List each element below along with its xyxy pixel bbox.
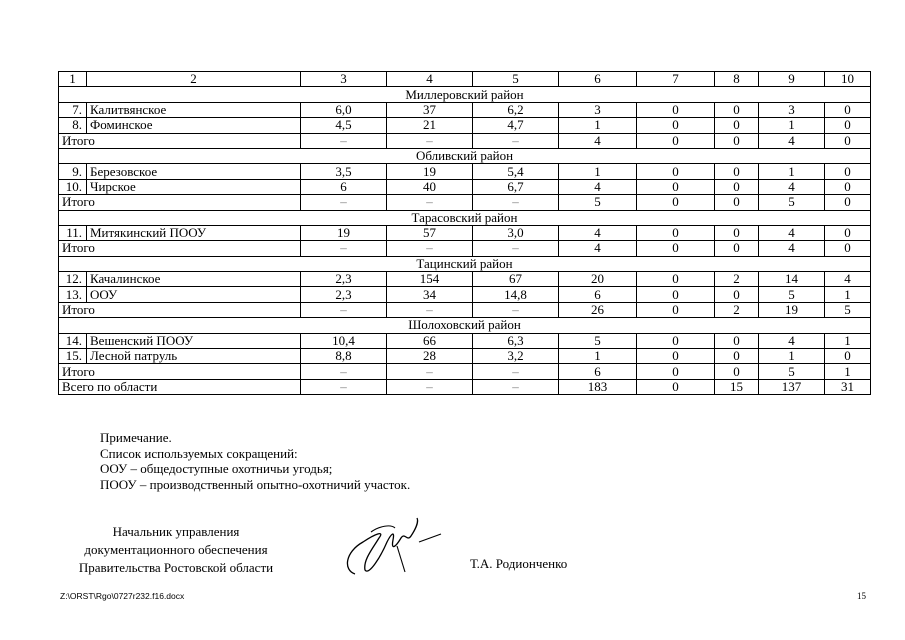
table-cell: 0 <box>637 118 715 133</box>
table-cell: 0 <box>637 379 715 394</box>
table-cell: 3 <box>559 102 637 117</box>
table-cell: 4,5 <box>301 118 387 133</box>
row-number: 13. <box>59 287 87 302</box>
table-cell: 0 <box>825 241 871 256</box>
table-cell: 6 <box>301 179 387 194</box>
table-row <box>59 349 871 364</box>
table-cell: – <box>387 364 473 379</box>
table-cell: 1 <box>559 349 637 364</box>
grand-total-label: Всего по области <box>59 379 301 394</box>
table-cell: 34 <box>387 287 473 302</box>
table-cell: 0 <box>825 225 871 240</box>
table-cell: – <box>473 241 559 256</box>
table-cell: 0 <box>715 225 759 240</box>
table-cell: 5 <box>559 333 637 348</box>
district-row <box>59 210 871 225</box>
table-cell: 31 <box>825 379 871 394</box>
table-cell: – <box>301 133 387 148</box>
total-label: Итого <box>59 364 301 379</box>
total-row <box>59 241 871 256</box>
table-cell: 4 <box>559 133 637 148</box>
table-cell: 4 <box>759 241 825 256</box>
table-cell: 3,2 <box>473 349 559 364</box>
row-name: Лесной патруль <box>87 349 301 364</box>
total-label: Итого <box>59 302 301 317</box>
table-cell: 1 <box>559 118 637 133</box>
table-cell: 4 <box>759 225 825 240</box>
header-cell: 8 <box>715 72 759 87</box>
notes <box>100 430 410 492</box>
table-cell: 4 <box>559 225 637 240</box>
table-row <box>59 164 871 179</box>
position-line: документационного обеспечения <box>84 542 268 557</box>
table-cell: 2,3 <box>301 287 387 302</box>
row-number: 9. <box>59 164 87 179</box>
table-cell: 4 <box>559 241 637 256</box>
table-row <box>59 287 871 302</box>
table-cell: 0 <box>637 349 715 364</box>
file-path: Z:\ORST\Rgo\0727r232.f16.docx <box>60 591 185 601</box>
table-cell: 2,3 <box>301 272 387 287</box>
row-name: Чирское <box>87 179 301 194</box>
position-line: Правительства Ростовской области <box>78 560 274 575</box>
table-cell: 3,0 <box>473 225 559 240</box>
table-cell: 0 <box>825 349 871 364</box>
table-cell: – <box>301 195 387 210</box>
table-cell: 0 <box>715 118 759 133</box>
table-cell: 4,7 <box>473 118 559 133</box>
table-cell: 0 <box>637 179 715 194</box>
table-cell: 0 <box>715 287 759 302</box>
table-cell: 5,4 <box>473 164 559 179</box>
header-cell: 5 <box>473 72 559 87</box>
header-cell: 6 <box>559 72 637 87</box>
row-name: Митякинский ПООУ <box>87 225 301 240</box>
table-cell: 0 <box>715 241 759 256</box>
row-name: Березовское <box>87 164 301 179</box>
row-name: Вешенский ПООУ <box>87 333 301 348</box>
district-name: Шолоховский район <box>59 318 871 333</box>
table-cell: 6,0 <box>301 102 387 117</box>
table-cell: 14,8 <box>473 287 559 302</box>
table-cell: 5 <box>759 287 825 302</box>
table-cell: 0 <box>637 241 715 256</box>
table-cell: 21 <box>387 118 473 133</box>
table-cell: 154 <box>387 272 473 287</box>
table-cell: 1 <box>559 164 637 179</box>
district-name: Миллеровский район <box>59 87 871 102</box>
table-cell: 2 <box>715 272 759 287</box>
district-name: Обливский район <box>59 148 871 163</box>
table-cell: 0 <box>825 118 871 133</box>
table-cell: 0 <box>715 179 759 194</box>
table-cell: 4 <box>759 179 825 194</box>
table-cell: – <box>387 195 473 210</box>
table-cell: 1 <box>825 364 871 379</box>
table-cell: 0 <box>715 349 759 364</box>
table-cell: 57 <box>387 225 473 240</box>
header-cell: 1 <box>59 72 87 87</box>
row-name: ООУ <box>87 287 301 302</box>
grand-total-row <box>59 379 871 394</box>
table-cell: 6 <box>559 287 637 302</box>
row-number: 14. <box>59 333 87 348</box>
district-row <box>59 318 871 333</box>
table-cell: 4 <box>759 333 825 348</box>
table-cell: 0 <box>715 364 759 379</box>
table-cell: 0 <box>715 133 759 148</box>
table-cell: 19 <box>301 225 387 240</box>
position-line: Начальник управления <box>112 524 240 539</box>
table-cell: 0 <box>637 287 715 302</box>
table-cell: 1 <box>825 287 871 302</box>
table-cell: 0 <box>637 272 715 287</box>
table-cell: 15 <box>715 379 759 394</box>
district-row <box>59 256 871 271</box>
table-cell: 0 <box>715 164 759 179</box>
table-row <box>59 333 871 348</box>
table-cell: 137 <box>759 379 825 394</box>
table-row <box>59 225 871 240</box>
note-line: Список используемых сокращений: <box>100 445 298 461</box>
total-row <box>59 364 871 379</box>
table-cell: 0 <box>637 333 715 348</box>
table-cell: – <box>387 379 473 394</box>
table-cell: 66 <box>387 333 473 348</box>
table-cell: 0 <box>715 195 759 210</box>
table-cell: 19 <box>387 164 473 179</box>
note-line: ПООУ – производственный опытно-охотничий участок. <box>100 476 411 492</box>
table-cell: 1 <box>825 333 871 348</box>
table-cell: – <box>473 364 559 379</box>
row-name: Калитвянское <box>87 102 301 117</box>
row-name: Фоминское <box>87 118 301 133</box>
total-label: Итого <box>59 133 301 148</box>
table-cell: 0 <box>637 364 715 379</box>
table-cell: – <box>473 379 559 394</box>
table-cell: 4 <box>759 133 825 148</box>
table-row <box>59 272 871 287</box>
table-cell: 6,3 <box>473 333 559 348</box>
table-cell: 6,7 <box>473 179 559 194</box>
table-cell: 5 <box>825 302 871 317</box>
header-cell: 3 <box>301 72 387 87</box>
table-cell: 1 <box>759 349 825 364</box>
table-cell: 4 <box>825 272 871 287</box>
table-cell: – <box>301 241 387 256</box>
table-cell: 0 <box>637 164 715 179</box>
header-row <box>59 72 871 87</box>
table-cell: – <box>301 379 387 394</box>
table-cell: 6,2 <box>473 102 559 117</box>
table-cell: 0 <box>637 133 715 148</box>
table-cell: 28 <box>387 349 473 364</box>
district-row <box>59 148 871 163</box>
row-number: 10. <box>59 179 87 194</box>
page-number: 15 <box>857 591 866 601</box>
row-name: Качалинское <box>87 272 301 287</box>
total-label: Итого <box>59 195 301 210</box>
table-cell: 183 <box>559 379 637 394</box>
table-cell: 0 <box>825 102 871 117</box>
table-cell: – <box>387 133 473 148</box>
row-number: 12. <box>59 272 87 287</box>
table-cell: 0 <box>637 225 715 240</box>
table-cell: 67 <box>473 272 559 287</box>
signatory-position <box>60 523 292 577</box>
note-line: ООУ – общедоступные охотничьи угодья; <box>100 461 333 476</box>
table-cell: 37 <box>387 102 473 117</box>
table-body <box>59 72 871 395</box>
table-row <box>59 118 871 133</box>
header-cell: 10 <box>825 72 871 87</box>
row-number: 15. <box>59 349 87 364</box>
table-cell: 1 <box>759 118 825 133</box>
table-cell: 5 <box>759 364 825 379</box>
table-cell: 0 <box>825 195 871 210</box>
table-cell: – <box>301 364 387 379</box>
handwritten-signature <box>335 512 445 582</box>
total-row <box>59 302 871 317</box>
table-cell: 20 <box>559 272 637 287</box>
table-cell: 5 <box>559 195 637 210</box>
signatory-name: Т.А. Родионченко <box>470 556 568 571</box>
table-cell: 10,4 <box>301 333 387 348</box>
table-cell: 2 <box>715 302 759 317</box>
table-cell: 40 <box>387 179 473 194</box>
table-cell: 0 <box>637 195 715 210</box>
table-cell: – <box>387 241 473 256</box>
row-number: 7. <box>59 102 87 117</box>
table-cell: – <box>473 195 559 210</box>
table-cell: 14 <box>759 272 825 287</box>
table-cell: 0 <box>715 102 759 117</box>
total-row <box>59 195 871 210</box>
table-cell: 5 <box>759 195 825 210</box>
table-cell: – <box>387 302 473 317</box>
table-cell: 19 <box>759 302 825 317</box>
row-number: 8. <box>59 118 87 133</box>
table-cell: 1 <box>759 164 825 179</box>
table-cell: – <box>473 302 559 317</box>
table-cell: 26 <box>559 302 637 317</box>
note-line: Примечание. <box>100 430 172 445</box>
table-cell: 4 <box>559 179 637 194</box>
table-cell: 0 <box>715 333 759 348</box>
table-cell: 0 <box>637 102 715 117</box>
row-number: 11. <box>59 225 87 240</box>
table-cell: 0 <box>825 133 871 148</box>
table-cell: 0 <box>825 179 871 194</box>
data-table <box>58 71 871 395</box>
table-cell: 6 <box>559 364 637 379</box>
table-row <box>59 102 871 117</box>
table-cell: 3,5 <box>301 164 387 179</box>
header-cell: 2 <box>87 72 301 87</box>
district-row <box>59 87 871 102</box>
table-row <box>59 179 871 194</box>
header-cell: 4 <box>387 72 473 87</box>
table-cell: 8,8 <box>301 349 387 364</box>
table-cell: 3 <box>759 102 825 117</box>
total-label: Итого <box>59 241 301 256</box>
table-cell: – <box>473 133 559 148</box>
header-cell: 9 <box>759 72 825 87</box>
table-cell: – <box>301 302 387 317</box>
total-row <box>59 133 871 148</box>
district-name: Тарасовский район <box>59 210 871 225</box>
table-cell: 0 <box>637 302 715 317</box>
district-name: Тацинский район <box>59 256 871 271</box>
table-cell: 0 <box>825 164 871 179</box>
header-cell: 7 <box>637 72 715 87</box>
